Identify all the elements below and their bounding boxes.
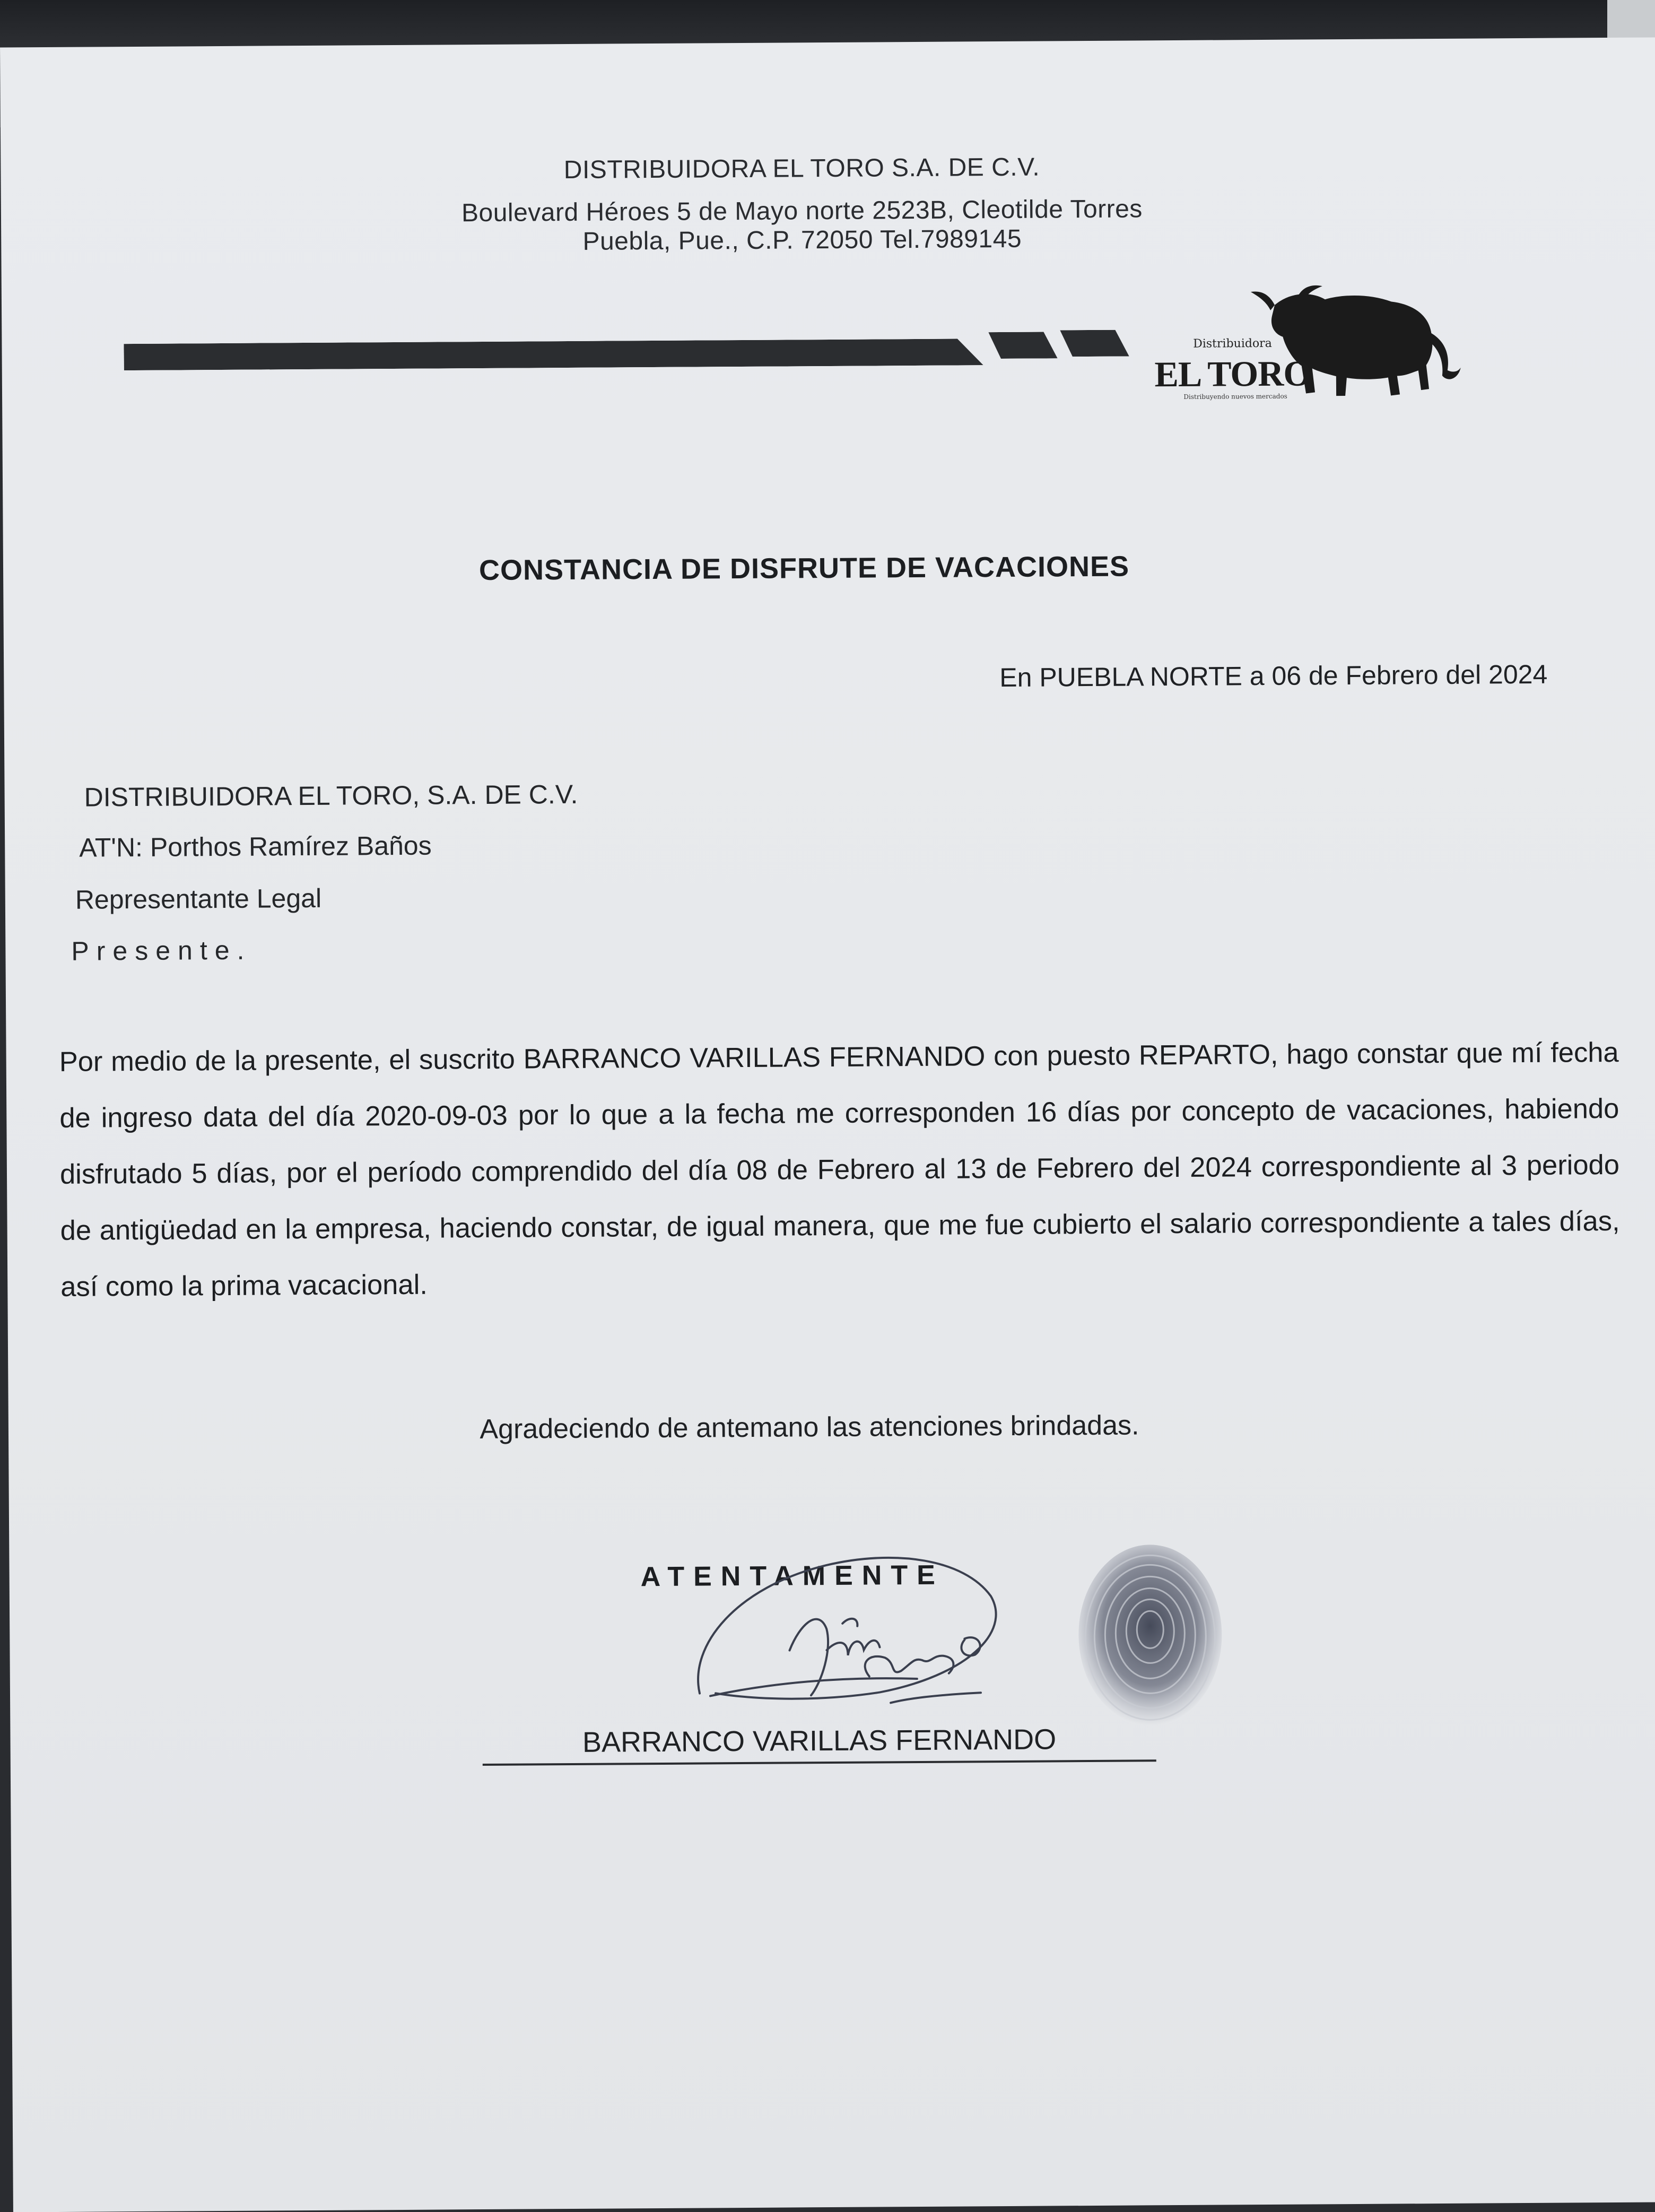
signature-line	[483, 1759, 1156, 1766]
letterhead-bar	[124, 339, 983, 370]
addressee-company: DISTRIBUIDORA EL TORO, S.A. DE C.V.	[84, 779, 578, 812]
logo-tagline: Distribuyendo nuevos mercados	[1183, 392, 1287, 401]
handwritten-signature	[667, 1516, 1013, 1741]
letterhead-bar-segment	[988, 332, 1057, 359]
date-line: En PUEBLA NORTE a 06 de Febrero del 2024	[999, 659, 1548, 693]
letterhead-address-1: Boulevard Héroes 5 de Mayo norte 2523B, Cleotilde Torres	[461, 195, 1143, 228]
addressee-presente: Presente.	[71, 935, 252, 966]
addressee-attn: AT'N: Porthos Ramírez Baños	[79, 830, 432, 863]
closing-line: Agradeciendo de antemano las atenciones brindadas.	[480, 1410, 1139, 1445]
letterhead-company: DISTRIBUIDORA EL TORO S.A. DE C.V.	[563, 153, 1040, 185]
letterhead-address-2: Puebla, Pue., C.P. 72050 Tel.7989145	[582, 224, 1022, 256]
logo-small-text: Distribuidora	[1193, 336, 1272, 351]
fingerprint-mark	[1070, 1541, 1230, 1733]
document-page	[0, 37, 1655, 2212]
signature-heading: ATENTAMENTE	[640, 1559, 944, 1593]
addressee-role: Representante Legal	[75, 883, 322, 915]
logo-wordmark: EL TORO	[1154, 353, 1311, 395]
body-paragraph: Por medio de la presente, el suscrito BARRANCO VARILLAS FERNANDO con puesto REPARTO, hago constar que mí fecha de ingreso data del día 2020-09-03 por lo que a la fecha me corresponden 16 días por concepto de vacaciones, habiendo disfrutado 5 días, por el período comprendido del día 08 de Febrero al 13 de Febrero del 2024 correspondiente al 3 periodo de antigüedad en la empresa, haciendo constar, de igual manera, que me fue cubierto el salario correspondiente a tales días, así como la prima vacacional.	[59, 1036, 1620, 1303]
document-title: CONSTANCIA DE DISFRUTE DE VACACIONES	[478, 550, 1130, 587]
letterhead-bar-segment	[1060, 330, 1129, 357]
signatory-name: BARRANCO VARILLAS FERNANDO	[582, 1723, 1057, 1758]
